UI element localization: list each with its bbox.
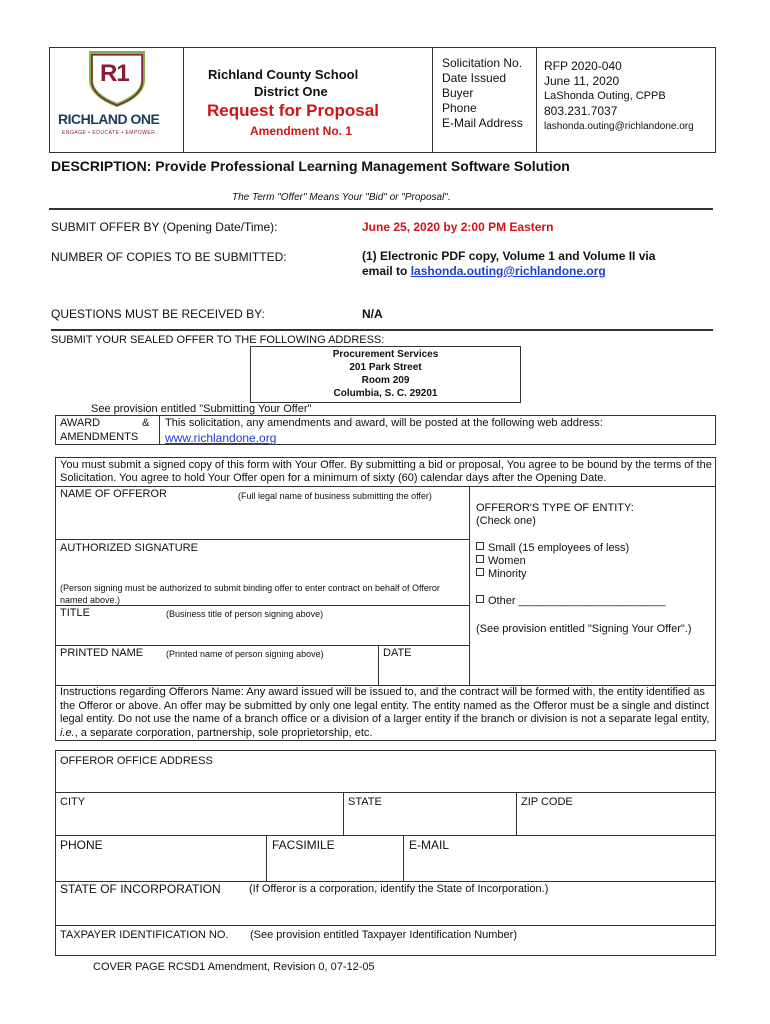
logo-name: RICHLAND ONE bbox=[58, 111, 160, 127]
name-of-offeror-hint: (Full legal name of business submitting the offer) bbox=[238, 491, 432, 501]
solicitation-values bbox=[544, 59, 694, 134]
copies-value-line1: (1) Electronic PDF copy, Volume 1 and Volume II via bbox=[362, 249, 656, 263]
zip-code-field[interactable] bbox=[518, 810, 714, 834]
amendments-label: AMENDMENTS bbox=[60, 431, 139, 443]
state-divider bbox=[343, 792, 344, 835]
name-of-offeror-field[interactable] bbox=[56, 502, 468, 538]
state-of-incorporation-label: STATE OF INCORPORATION bbox=[60, 882, 221, 896]
submit-offer-label: SUBMIT OFFER BY (Opening Date/Time): bbox=[51, 220, 278, 234]
label-phone: Phone bbox=[442, 101, 477, 115]
title-label: TITLE bbox=[60, 607, 90, 619]
entity-type-label: OFFEROR'S TYPE OF ENTITY: bbox=[476, 502, 634, 514]
value-solicitation-no: RFP 2020-040 bbox=[544, 59, 622, 73]
entity-option-minority[interactable]: Minority bbox=[476, 568, 629, 581]
entity-option-small[interactable]: Small (15 employees of less) bbox=[476, 542, 629, 555]
value-phone: 803.231.7037 bbox=[544, 104, 618, 118]
solicitation-labels bbox=[442, 56, 523, 131]
zip-divider bbox=[516, 792, 517, 835]
value-date-issued: June 11, 2020 bbox=[544, 74, 620, 88]
authorized-signature-label: AUTHORIZED SIGNATURE bbox=[60, 542, 198, 554]
name-of-offeror-label: NAME OF OFFEROR bbox=[60, 488, 167, 500]
phone-field[interactable] bbox=[56, 854, 265, 880]
mailing-address bbox=[250, 348, 521, 400]
copies-email-prefix: email to bbox=[362, 264, 411, 278]
phone-row-rule bbox=[55, 835, 716, 836]
address-line: Room 209 bbox=[361, 375, 410, 386]
fax-divider bbox=[266, 835, 267, 881]
entity-options bbox=[476, 542, 629, 581]
submit-offer-value: June 25, 2020 by 2:00 PM Eastern bbox=[362, 220, 554, 234]
amendment-number: Amendment No. 1 bbox=[250, 124, 353, 138]
signing-your-offer-note: (See provision entitled "Signing Your Offer".) bbox=[476, 623, 692, 635]
address-line: Columbia, S. C. 29201 bbox=[333, 388, 438, 399]
entity-column-divider bbox=[469, 486, 470, 685]
date-divider bbox=[378, 645, 379, 685]
award-label: AWARD bbox=[60, 417, 101, 429]
office-address-field[interactable] bbox=[56, 770, 714, 791]
printed-name-field[interactable] bbox=[56, 661, 376, 683]
questions-rule bbox=[51, 329, 713, 331]
entity-option-other[interactable]: Other ________________________ bbox=[476, 595, 665, 607]
title-hint: (Business title of person signing above) bbox=[166, 609, 324, 619]
address-line: 201 Park Street bbox=[349, 362, 422, 373]
award-ampersand: & bbox=[142, 417, 150, 429]
facsimile-field[interactable] bbox=[268, 854, 402, 880]
logo-tagline: ENGAGE • EDUCATE • EMPOWER bbox=[62, 130, 156, 136]
header-divider-left bbox=[183, 47, 184, 153]
copies-label: NUMBER OF COPIES TO BE SUBMITTED: bbox=[51, 250, 287, 264]
printed-name-label: PRINTED NAME bbox=[60, 647, 144, 659]
questions-value: N/A bbox=[362, 307, 383, 321]
city-field[interactable] bbox=[56, 810, 342, 834]
copies-value-line2 bbox=[362, 264, 606, 278]
facsimile-label: FACSIMILE bbox=[272, 838, 335, 852]
org-name-line2: District One bbox=[254, 84, 328, 99]
entity-type-hint: (Check one) bbox=[476, 515, 536, 527]
questions-label: QUESTIONS MUST BE RECEIVED BY: bbox=[51, 307, 265, 321]
taxpayer-id-label: TAXPAYER IDENTIFICATION NO. bbox=[60, 929, 229, 941]
zip-code-label: ZIP CODE bbox=[521, 796, 573, 808]
name-rule bbox=[55, 539, 469, 540]
date-label: DATE bbox=[383, 647, 412, 659]
district-website-link[interactable]: www.richlandone.org bbox=[165, 431, 277, 445]
checkbox-icon bbox=[476, 555, 484, 563]
phone-label: PHONE bbox=[60, 838, 103, 852]
label-email: E-Mail Address bbox=[442, 116, 523, 130]
provision-note: See provision entitled "Submitting Your Offer" bbox=[91, 403, 312, 415]
state-of-incorporation-hint: (If Offeror is a corporation, identify the State of Incorporation.) bbox=[249, 883, 549, 895]
header-divider-values bbox=[536, 47, 537, 153]
org-name-line1: Richland County School bbox=[208, 67, 359, 82]
offer-term-note: The Term "Offer" Means Your "Bid" or "Proposal". bbox=[232, 192, 451, 203]
state-of-incorporation-field[interactable] bbox=[56, 898, 714, 924]
office-address-label: OFFEROR OFFICE ADDRESS bbox=[60, 755, 213, 767]
state-field[interactable] bbox=[345, 810, 515, 834]
tin-row-rule bbox=[55, 925, 716, 926]
award-divider bbox=[159, 415, 160, 445]
label-solicitation-no: Solicitation No. bbox=[442, 56, 523, 70]
form-intro-rule bbox=[55, 486, 716, 487]
address-line: Procurement Services bbox=[332, 349, 439, 360]
email-divider bbox=[403, 835, 404, 881]
checkbox-icon bbox=[476, 542, 484, 550]
taxpayer-id-field[interactable] bbox=[530, 927, 714, 954]
logo-monogram: R1 bbox=[100, 60, 129, 87]
copies-email-link[interactable]: lashonda.outing@richlandone.org bbox=[410, 264, 606, 278]
signature-rule bbox=[55, 605, 469, 606]
authorized-signature-field[interactable] bbox=[56, 555, 468, 579]
label-date-issued: Date Issued bbox=[442, 71, 507, 85]
value-buyer: LaShonda Outing, CPPB bbox=[544, 90, 666, 102]
form-intro: You must submit a signed copy of this form with Your Offer. By submitting a bid or proposal, You agree to be bound by the terms of the Solicitation. You agree to hold Your Offer open for a minimum of sixty (60) calendar days after the Opening Date. bbox=[60, 459, 712, 484]
award-text: This solicitation, any amendments and award, will be posted at the following web address: bbox=[165, 417, 603, 429]
checkbox-icon bbox=[476, 595, 484, 603]
signature-hint: (Person signing must be authorized to submit binding offer to enter contract on behalf of Offeror named above.) bbox=[60, 583, 440, 605]
taxpayer-id-hint: (See provision entitled Taxpayer Identification Number) bbox=[250, 929, 517, 941]
address-label: SUBMIT YOUR SEALED OFFER TO THE FOLLOWING ADDRESS: bbox=[51, 334, 385, 346]
page-title: Request for Proposal bbox=[207, 101, 379, 120]
city-label: CITY bbox=[60, 796, 86, 808]
printed-name-hint: (Printed name of person signing above) bbox=[166, 649, 324, 659]
checkbox-icon bbox=[476, 568, 484, 576]
label-buyer: Buyer bbox=[442, 86, 474, 100]
description-rule bbox=[49, 208, 713, 210]
header-divider-right bbox=[432, 47, 433, 153]
district-logo bbox=[54, 50, 180, 148]
offeror-name-instructions: Instructions regarding Offerors Name: Any award issued will be issued to, and the contract will be formed with, the entity identified as the Offeror or above. An offer may be submitted by only one legal entity. The entity named as the Offeror must be a single and distinct legal entity. Do not use the name of a branch office or a division of a larger entity if the branch or division is not a separate legal entity, i.e., a separate corporation, partnership, sole proprietorship, etc. bbox=[60, 686, 710, 739]
date-field[interactable] bbox=[380, 661, 468, 683]
state-label: STATE bbox=[348, 796, 382, 808]
title-rule bbox=[55, 645, 469, 646]
email-field[interactable] bbox=[405, 854, 714, 880]
footer-note: COVER PAGE RCSD1 Amendment, Revision 0, 07-12-05 bbox=[93, 961, 375, 973]
description: DESCRIPTION: Provide Professional Learning Management Software Solution bbox=[51, 158, 570, 174]
city-row-rule bbox=[55, 792, 716, 793]
email-label: E-MAIL bbox=[409, 838, 450, 852]
value-email: lashonda.outing@richlandone.org bbox=[544, 121, 694, 132]
entity-option-women[interactable]: Women bbox=[476, 555, 629, 568]
title-field[interactable] bbox=[56, 620, 468, 644]
